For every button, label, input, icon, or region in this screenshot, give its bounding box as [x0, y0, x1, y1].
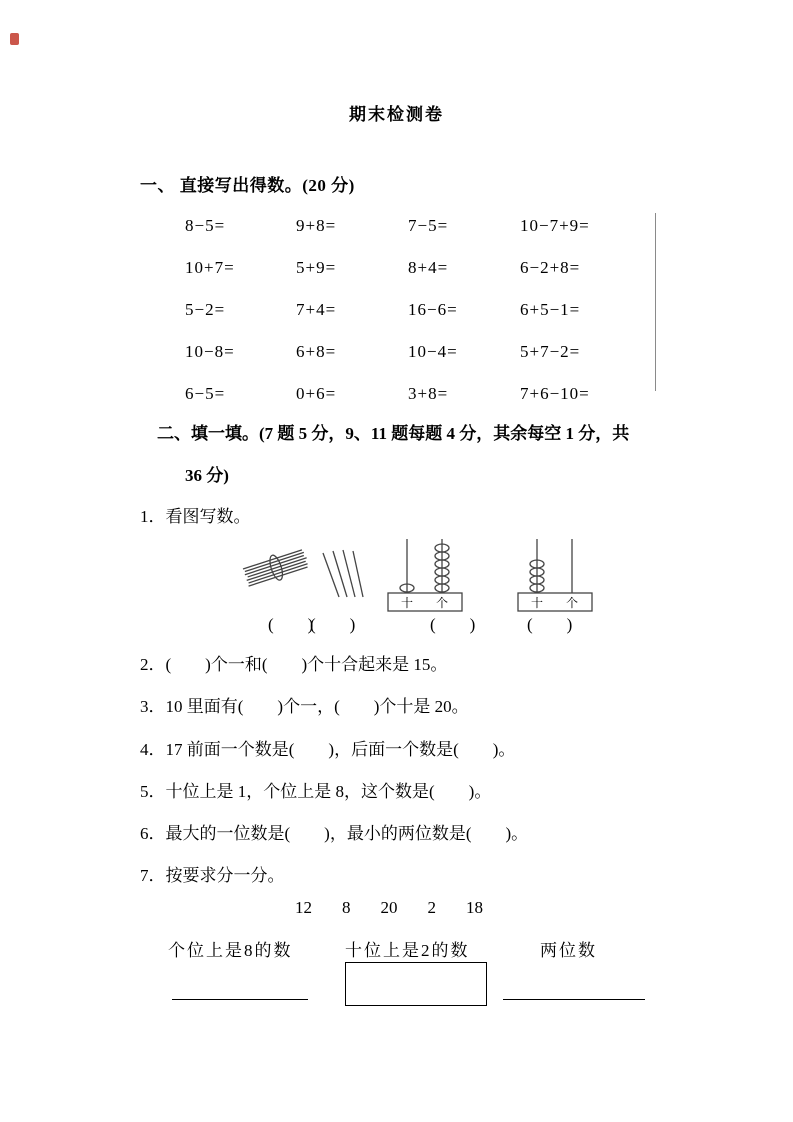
- page-title: 期末检测卷: [349, 105, 444, 124]
- arithmetic-problem: 16−6=: [408, 300, 458, 319]
- q7-category-label-3: 两位数: [540, 941, 597, 960]
- q1-answer-blank: ( ): [527, 615, 573, 634]
- scan-artifact-line: [655, 213, 656, 391]
- section1-heading: 一、 直接写出得数。(20 分): [140, 176, 355, 195]
- frame1-tens-label: 十: [400, 596, 414, 610]
- frame2-ones-label: 个: [565, 596, 579, 610]
- q7-category-label-2: 十位上是2的数: [345, 941, 470, 960]
- q7-answer-line-1: [172, 999, 308, 1000]
- arithmetic-problem: 7−5=: [408, 216, 449, 235]
- arithmetic-problem: 10−7+9=: [520, 216, 590, 235]
- arithmetic-problem: 7+6−10=: [520, 384, 590, 403]
- q1-answer-blank: ( ): [430, 615, 476, 634]
- arithmetic-problem: 0+6=: [296, 384, 337, 403]
- arithmetic-problem: 10−4=: [408, 342, 458, 361]
- stick-bundle-icon: [242, 545, 311, 590]
- arithmetic-problems-grid: [185, 205, 665, 415]
- counting-frame-2-icon: [518, 539, 592, 611]
- arithmetic-problem: 8+4=: [408, 258, 449, 277]
- arithmetic-problem: 8−5=: [185, 216, 226, 235]
- question-1: 1．看图写数。: [140, 507, 251, 526]
- frame2-tens-label: 十: [530, 596, 544, 610]
- counting-frame-1-icon: [388, 539, 462, 611]
- arithmetic-problem: 6+8=: [296, 342, 337, 361]
- arithmetic-problem: 6+5−1=: [520, 300, 581, 319]
- arithmetic-problem: 10−8=: [185, 342, 235, 361]
- q7-number-list: [295, 898, 483, 918]
- loose-sticks-icon: [323, 550, 363, 597]
- arithmetic-problem: 3+8=: [408, 384, 449, 403]
- q7-number: 2: [427, 898, 436, 917]
- section2-heading-line2: 36 分): [185, 466, 229, 485]
- arithmetic-problem: 7+4=: [296, 300, 337, 319]
- q7-category-label-1: 个位上是8的数: [168, 941, 293, 960]
- arithmetic-problem: 9+8=: [296, 216, 337, 235]
- arithmetic-problem: 5+9=: [296, 258, 337, 277]
- q7-number: 8: [342, 898, 351, 917]
- q7-number: 18: [466, 898, 483, 917]
- q1-figure: [235, 535, 610, 615]
- frame1-ones-label: 个: [435, 596, 449, 610]
- question-3: 3．10 里面有( )个一，( )个十是 20。: [140, 697, 469, 716]
- q1-answer-blank: ( ): [310, 615, 356, 634]
- question-2: 2．( )个一和( )个十合起来是 15。: [140, 655, 448, 674]
- arithmetic-problem: 6−5=: [185, 384, 226, 403]
- question-7: 7．按要求分一分。: [140, 866, 285, 885]
- arithmetic-problem: 6−2+8=: [520, 258, 581, 277]
- arithmetic-problem: 10+7=: [185, 258, 235, 277]
- q7-number: 20: [380, 898, 398, 917]
- question-4: 4．17 前面一个数是( )，后面一个数是( )。: [140, 740, 516, 759]
- q7-answer-line-3: [503, 999, 645, 1000]
- arithmetic-problem: 5+7−2=: [520, 342, 581, 361]
- q7-number: 12: [295, 898, 312, 917]
- q7-answer-box: [345, 962, 487, 1006]
- q1-answer-blank: ( ): [268, 615, 314, 634]
- section2-heading-line1: 二、填一填。(7 题 5 分，9、11 题每题 4 分，其余每空 1 分，共: [157, 424, 630, 443]
- question-6: 6．最大的一位数是( )，最小的两位数是( )。: [140, 824, 529, 843]
- corner-mark: [10, 33, 19, 45]
- arithmetic-problem: 5−2=: [185, 300, 226, 319]
- question-5: 5．十位上是 1，个位上是 8，这个数是( )。: [140, 782, 492, 801]
